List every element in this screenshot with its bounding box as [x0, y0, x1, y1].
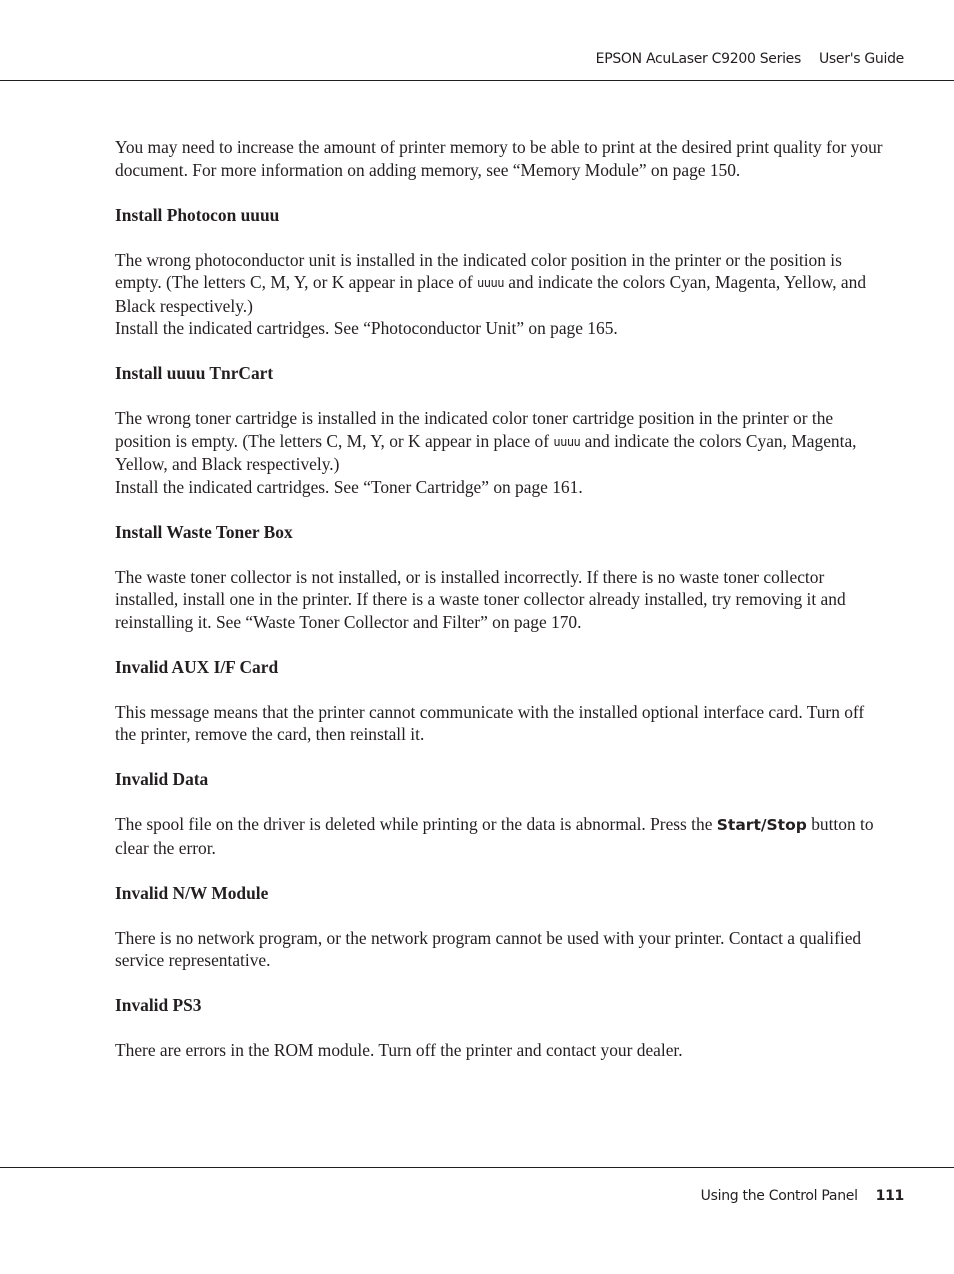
page-header — [0, 0, 954, 81]
section-line-install-tnrcart: Install the indicated cartridges. See “Toner Cartridge” on page 161. — [115, 476, 583, 497]
section-line-install-photocon: Install the indicated cartridges. See “Photoconductor Unit” on page 165. — [115, 318, 618, 338]
section-text-invalid-nw-module: There is no network program, or the network program cannot be used with your printer. Contact a qualified service representative. — [115, 927, 862, 970]
page-body — [115, 136, 883, 1062]
section-title-invalid-ps3: Invalid PS3 — [115, 995, 202, 1015]
header-guide: User's Guide — [818, 51, 904, 67]
section-text-invalid-aux-card: This message means that the printer cannot communicate with the installed optional interface card. Turn off the printer, remove the card, then reinstall it. — [115, 701, 865, 744]
placeholder-code: uuuu — [477, 276, 504, 290]
placeholder-code: uuuu — [553, 434, 581, 449]
intro-paragraph: You may need to increase the amount of printer memory to be able to print at the desired print quality for your document. For more information on adding memory, see “Memory Module” on page 150. — [115, 137, 883, 180]
section-title-invalid-nw-module: Invalid N/W Module — [115, 882, 269, 903]
section-title-install-photocon: Install Photocon uuuu — [115, 204, 280, 225]
section-title-invalid-aux-card: Invalid AUX I/F Card — [115, 656, 279, 677]
section-text-invalid-ps3: There are errors in the ROM module. Turn off the printer and contact your dealer. — [115, 1040, 683, 1060]
section-text-install-tnrcart: The wrong toner cartridge is installed in the indicated color toner cartridge position in the printer or the position is empty. (The letters C, M, Y, or K appear in place of uuuu and indicate the colors Cyan, Magenta, Yellow, and Black respectively.) — [115, 408, 857, 474]
section-title-invalid-data: Invalid Data — [115, 769, 209, 789]
start-stop-button-label: Start/Stop — [716, 816, 807, 834]
page-number: 111 — [875, 1188, 904, 1204]
header-title — [596, 51, 904, 67]
section-title-install-waste-toner-box: Install Waste Toner Box — [115, 521, 293, 542]
section-title-install-tnrcart: Install uuuu TnrCart — [115, 363, 274, 383]
footer-info — [701, 1188, 904, 1204]
header-product: EPSON AcuLaser C9200 Series — [595, 51, 801, 67]
page-footer — [0, 1167, 954, 1204]
section-text-install-photocon: The wrong photoconductor unit is installed in the indicated color position in the printer or the position is empty. (The letters C, M, Y, or K appear in place of uuuu and indicate the colors Cyan, Magenta, Yellow, and Black respectively.) — [115, 249, 867, 316]
footer-section-name: Using the Control Panel — [700, 1188, 858, 1204]
section-text-invalid-data: The spool file on the driver is deleted while printing or the data is abnormal. Press the Start/Stop button to clear the error. — [115, 814, 874, 858]
section-text-install-waste-toner-box: The waste toner collector is not installed, or is installed incorrectly. If there is no waste toner collector installed, install one in the printer. If there is a waste toner collector already installed, try removing it and reinstalling it. See “Waste Toner Collector and Filter” on page 170. — [115, 566, 846, 632]
